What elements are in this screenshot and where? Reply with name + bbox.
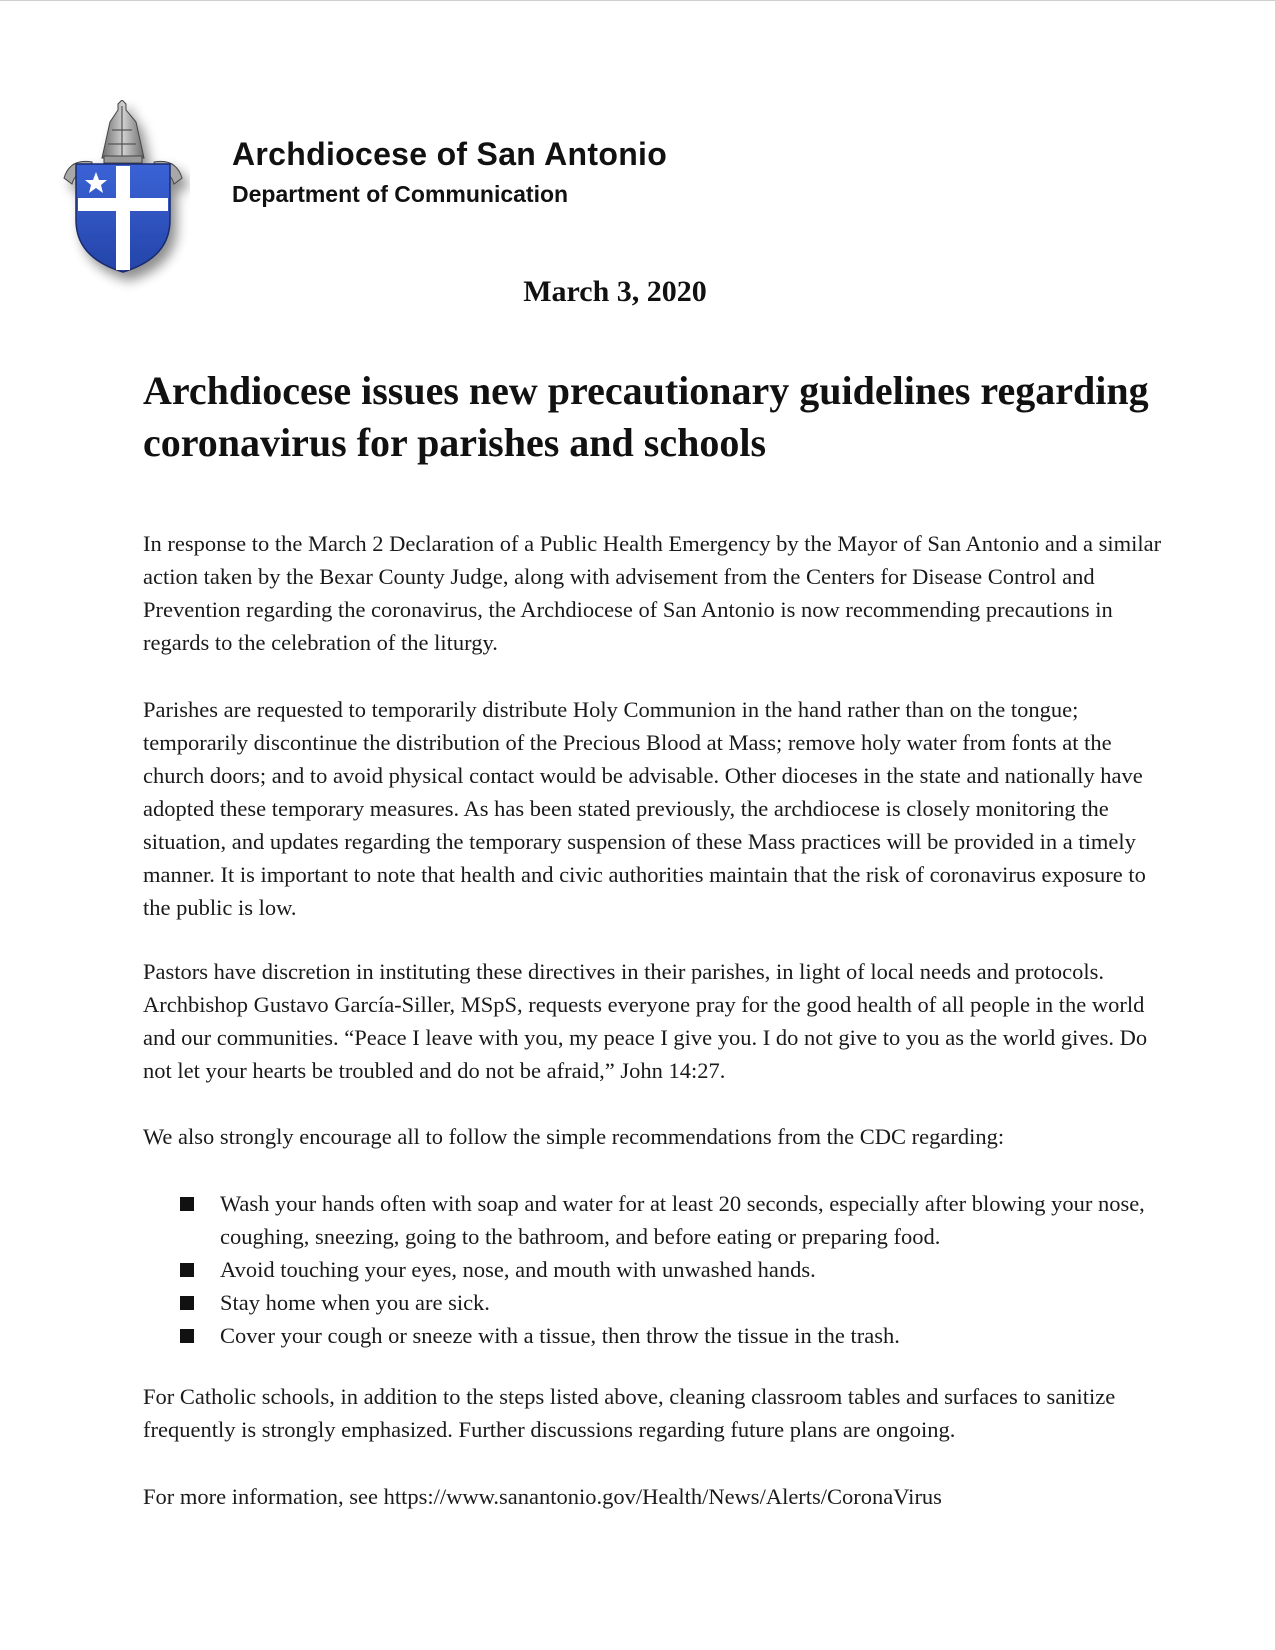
headline: Archdiocese issues new precautionary guidelines regarding coronavirus for parishes and schools (143, 368, 1149, 465)
list-item (180, 1319, 1170, 1352)
list-item-text: Cover your cough or sneeze with a tissue, then throw the tissue in the trash. (220, 1323, 900, 1348)
bullet-square-icon (180, 1296, 194, 1310)
bullet-square-icon (180, 1263, 194, 1277)
more-information-link[interactable]: For more information, see https://www.sanantonio.gov/Health/News/Alerts/CoronaVirus (143, 1484, 942, 1509)
paragraph-schools: For Catholic schools, in addition to the steps listed above, cleaning classroom tables and surfaces to sanitize frequently is strongly emphasized. Further discussions regarding future plans are ongoing. (143, 1384, 1116, 1442)
paragraph-intro: In response to the March 2 Declaration of a Public Health Emergency by the Mayor of San Antonio and a similar action taken by the Bexar County Judge, along with advisement from the Centers for Disease Control and Prevention regarding the coronavirus, the Archdiocese of San Antonio is now recommending precautions in regards to the celebration of the liturgy. (143, 531, 1162, 655)
paragraph-pastors: Pastors have discretion in instituting these directives in their parishes, in light of local needs and protocols. Archbishop Gustavo García-Siller, MSpS, requests everyone pray for the good health of all people in the world and our communities. “Peace I leave with you, my peace I give you. I do not give to you as the world gives. Do not let your hearts be troubled and do not be afraid,” John 14:27. (143, 959, 1148, 1083)
list-item-text: Avoid touching your eyes, nose, and mouth with unwashed hands. (220, 1257, 816, 1282)
bullet-square-icon (180, 1329, 194, 1343)
list-item-text: Stay home when you are sick. (220, 1290, 490, 1315)
cdc-recommendations-list (180, 1187, 1170, 1352)
release-date: March 3, 2020 (523, 275, 707, 308)
paragraph-parish-measures: Parishes are requested to temporarily distribute Holy Communion in the hand rather than on the tongue; temporarily discontinue the distribution of the Precious Blood at Mass; remove holy water from fonts at the church doors; and to avoid physical contact would be advisable. Other dioceses in the state and nationally have adopted these temporary measures. As has been stated previously, the archdiocese is closely monitoring the situation, and updates regarding the temporary suspension of these Mass practices will be provided in a timely manner. It is important to note that health and civic authorities maintain that the risk of coronavirus exposure to the public is low. (143, 697, 1146, 920)
list-item-text: Wash your hands often with soap and water for at least 20 seconds, especially after blowing your nose, coughing, sneezing, going to the bathroom, and before eating or preparing food. (220, 1191, 1145, 1249)
bullet-square-icon (180, 1197, 194, 1211)
list-item (180, 1253, 1170, 1286)
page-top-border (0, 0, 1275, 1)
list-item (180, 1187, 1170, 1253)
department-name: Department of Communication (232, 181, 569, 207)
archdiocese-coat-of-arms-icon (56, 100, 190, 296)
organization-name: Archdiocese of San Antonio (232, 136, 668, 172)
list-item (180, 1286, 1170, 1319)
paragraph-cdc-intro: We also strongly encourage all to follow the simple recommendations from the CDC regarding: (143, 1124, 1005, 1149)
